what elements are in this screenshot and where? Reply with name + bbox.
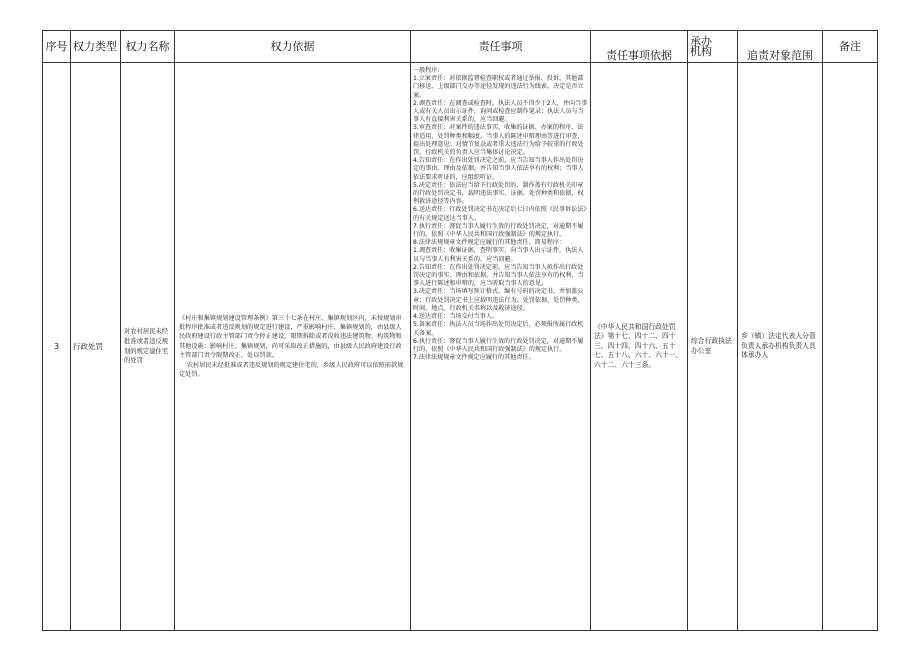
header-power-name: 权力名称 — [121, 31, 175, 63]
row-power-basis: 《村庄和集镇规划建设管理条例》第三十七条在村庄、集镇规划区内，未按规划审批程序批准或者违反规划的规定进行建设，严重影响村庄、集镇规划的，由县级人民政府建设行政主管部门责令停止建设，限期拆除或者没收违法建筑物、构筑物和其他设施；影响村庄、集镇规划，尚可采取改正措施的，由县级人民政府建设行政主管部门责令限期改正，处以罚款。 农村居民未经批准或者违反规划的规定建住宅的，乡级人民政府可以依照前款规定处罚。 — [175, 63, 411, 631]
header-scope: 追责对象范围 — [738, 31, 823, 63]
row-power-name: 对农村居民未经批准或者违反规划的规定建住宅的处罚 — [121, 63, 175, 631]
header-power-basis: 权力依据 — [175, 31, 411, 63]
header-seq: 序号 — [43, 31, 71, 63]
row-seq: 3 — [43, 63, 71, 631]
row-agency: 综合行政执法办公室 — [688, 63, 738, 631]
header-duty-basis: 责任事项依据 — [591, 31, 688, 63]
power-list-table — [42, 30, 878, 631]
header-duties: 责任事项 — [411, 31, 591, 63]
row-duties: 一般程序： 1.立案责任：对依据监督检查职权或者通过举报、投诉、其他部门移送、上级部门交办等途径发现的违法行为线索，决定是否立案。 2.调查责任：在调查或检查时，执法人员不得少于2人，并向当事人或有关人员出示证件，询问或检查应制作笔录；执法人员与当事人有直接利害关系的，应当回避。 3.审查责任：对案件的违法事实、收集的证据、办案的程序、法律适用、处罚种类和幅度、当事人的陈述申辩理由等进行审查，提出处理意见；对情节复杂或者重大违法行为给予较重的行政处罚，行政机关的负责人应当集体讨论决定。 4.告知责任：在作出处罚决定之前，应当告知当事人作出处罚决定的事由、理由及依据，并告知当事人依法享有的权利；当事人依法要求听证的，应组织听证。 5.决定责任：依法应当给予行政处罚的，制作盖有行政机关印章的行政处罚决定书，载明违法事实、证据、处罚种类和依据、权利救济途径等内容。 6.送达责任：行政处罚决定书在决定后七日内依照《民事诉讼法》的有关规定送达当事人。 7.执行责任：督促当事人履行生效的行政处罚决定，对逾期不履行的，依照《中华人民共和国行政强制法》的规定执行。 8.法律法规规章文件规定应履行的其他责任。简易程序： 1.调查责任：收集证据，查明事实，向当事人出示证件，执法人员与当事人有利害关系的，应当回避。 2.告知责任：在作出处罚决定前，应当告知当事人拟作出行政处罚决定的事实、理由和依据，并告知当事人依法享有的权利，当事人进行陈述和申辩的，应当听取当事人的意见。 3.决定责任：当场填写预订格式、编有号码的决定书，并加盖公章；行政处罚决定书上应载明违法行为、处罚依据、处罚种类、时间、地点、行政机关名称以及救济途径。 4.送达责任：当场交付当事人。 5.备案责任：执法人员当场作出处罚决定后，必须报所属行政机关备案。 6.执行责任：督促当事人履行生效的行政处罚决定，对逾期不履行的，依照《中华人民共和国行政强制法》的规定执行。 7.法律法规规章文件规定应履行的其他责任。 — [411, 63, 591, 631]
row-notes — [823, 63, 878, 631]
header-row — [43, 31, 878, 63]
row-power-type: 行政处罚 — [71, 63, 121, 631]
row-scope: 乡（镇）法定代表人分管负责人承办机构负责人具体承办人 — [738, 63, 823, 631]
table-row — [43, 63, 878, 631]
row-duty-basis: 《中华人民共和国行政处罚法》第十七、四十二、四十三、四十四、四十六、五十七、五十八、六十、六十一、六十二、六十三条。 — [591, 63, 688, 631]
header-notes: 备注 — [823, 31, 878, 63]
header-power-type: 权力类型 — [71, 31, 121, 63]
header-agency: 承办机构 — [688, 31, 738, 63]
